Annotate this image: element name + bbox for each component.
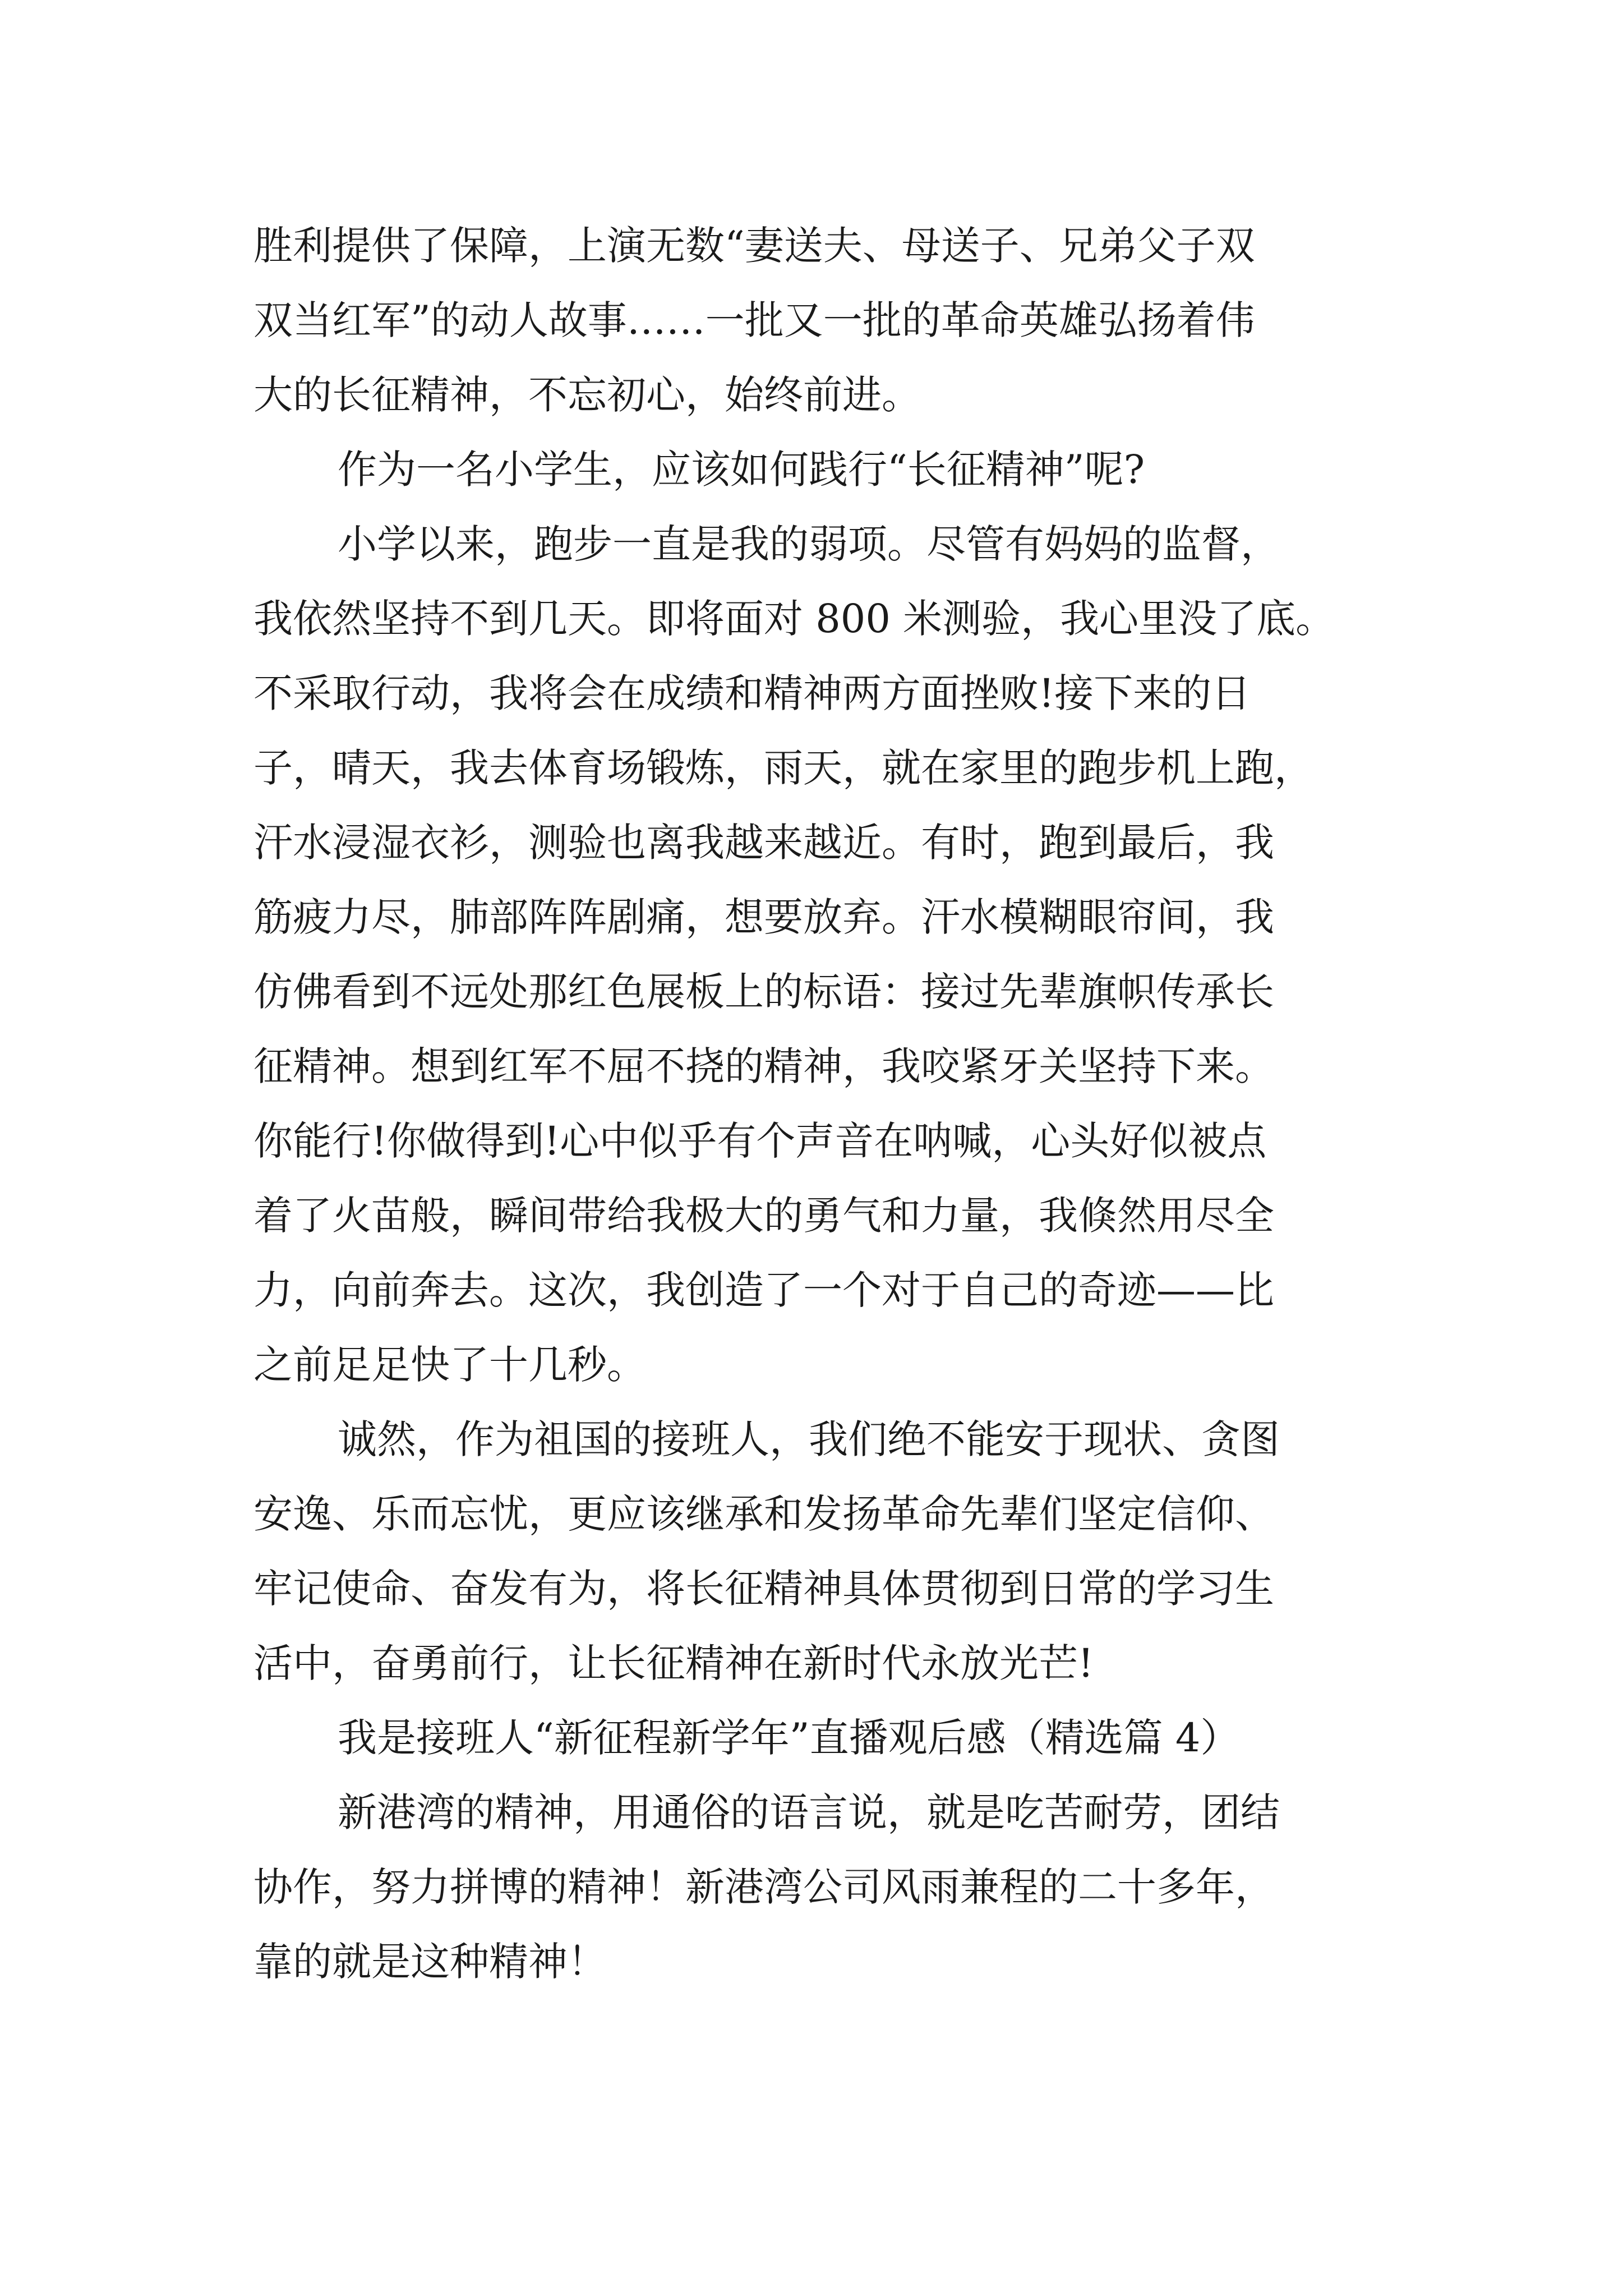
text-line: 征精神。想到红军不屈不挠的精神，我咬紧牙关坚持下来。 [253,1043,1274,1089]
text-line: 牢记使命、奋发有为，将长征精神具体贯彻到日常的学习生 [253,1566,1274,1612]
text-line: 活中，奋勇前行，让长征精神在新时代永放光芒! [253,1640,1094,1686]
text-line: 力，向前奔去。这次，我创造了一个对于自己的奇迹——比 [253,1267,1274,1313]
text-line: 汗水浸湿衣衫，测验也离我越来越近。有时，跑到最后，我 [253,820,1274,866]
text-line: 我是接班人“新征程新学年”直播观后感（精选篇 4） [338,1715,1240,1761]
text-line: 新港湾的精神，用通俗的语言说，就是吃苦耐劳，团结 [338,1789,1280,1835]
text-line: 诚然，作为祖国的接班人，我们绝不能安于现状、贪图 [338,1416,1280,1462]
text-line: 小学以来，跑步一直是我的弱项。尽管有妈妈的监督， [338,521,1280,567]
text-line: 筋疲力尽，肺部阵阵剧痛，想要放弃。汗水模糊眼帘间，我 [253,894,1274,940]
text-line: 不采取行动，我将会在成绩和精神两方面挫败!接下来的日 [253,670,1251,716]
text-line: 你能行!你做得到!心中似乎有个声音在呐喊，心头好似被点 [253,1118,1267,1164]
text-line: 之前足足快了十几秒。 [253,1342,646,1388]
text-line: 双当红军”的动人故事……一批又一批的革命英雄弘扬着伟 [253,297,1255,343]
text-line: 作为一名小学生，应该如何践行“长征精神”呢? [338,447,1145,493]
text-line: 协作，努力拼博的精神！新港湾公司风雨兼程的二十多年， [253,1864,1274,1910]
text-line: 子，晴天，我去体育场锻炼，雨天，就在家里的跑步机上跑， [253,745,1313,791]
text-line: 大的长征精神，不忘初心，始终前进。 [253,372,921,418]
text-line: 安逸、乐而忘忧，更应该继承和发扬革命先辈们坚定信仰、 [253,1491,1274,1537]
text-line: 靠的就是这种精神！ [253,1939,607,1985]
text-line: 着了火苗般，瞬间带给我极大的勇气和力量，我倏然用尽全 [253,1193,1274,1239]
body-text [253,209,1386,1999]
text-line: 胜利提供了保障，上演无数“妻送夫、母送子、兄弟父子双 [253,223,1255,269]
text-line: 我依然坚持不到几天。即将面对 800 米测验，我心里没了底。 [253,596,1335,642]
text-line: 仿佛看到不远处那红色展板上的标语：接过先辈旗帜传承长 [253,969,1274,1015]
